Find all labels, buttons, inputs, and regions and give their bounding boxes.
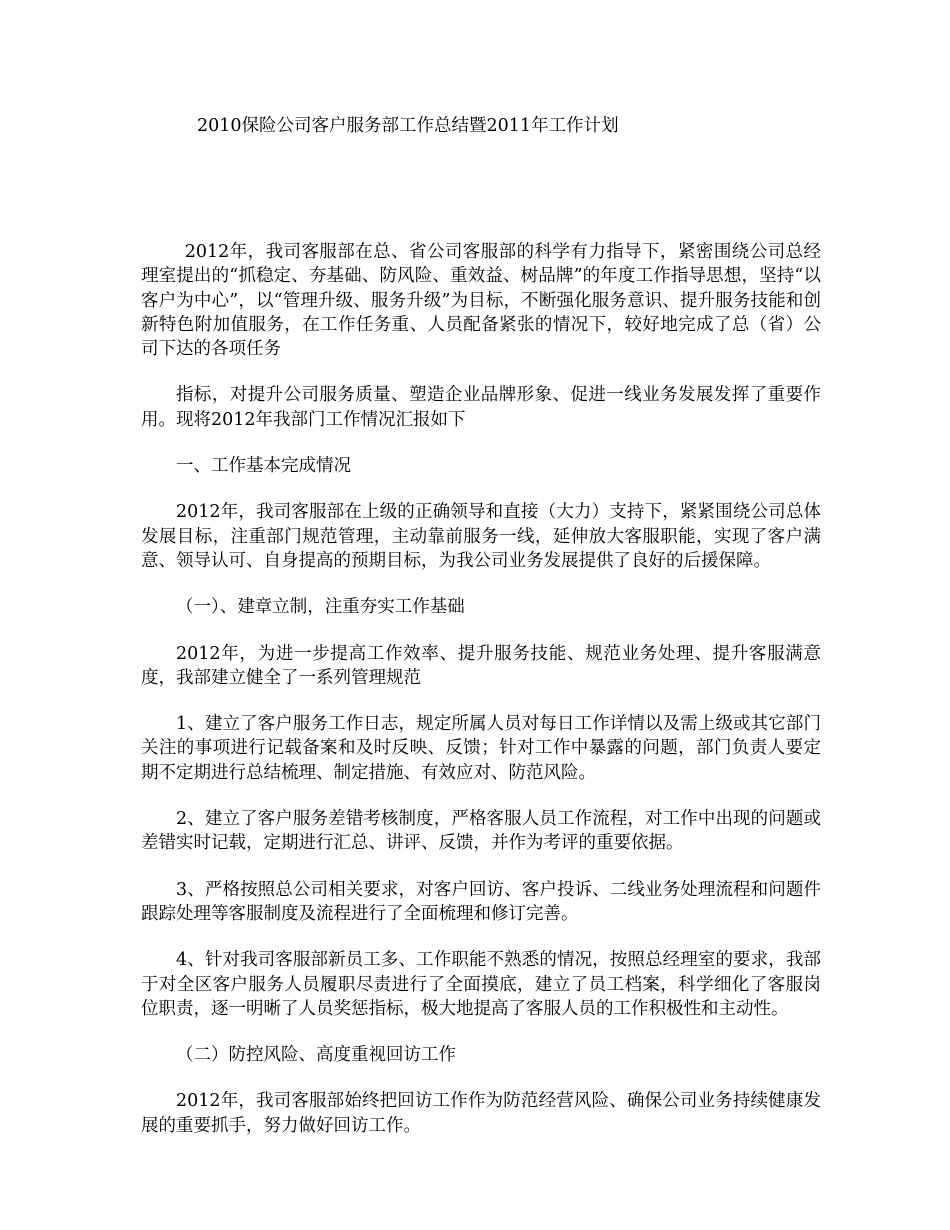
paragraph-subsection-2: 2012年，我司客服部始终把回访工作作为防范经营风险、确保公司业务持续健康发展的重要抓手，努力做好回访工作。 bbox=[141, 1091, 821, 1136]
subsection-heading-1: （一）、建章立制，注重夯实工作基础 bbox=[176, 597, 465, 618]
paragraph-subsection-1: 2012年，为进一步提高工作效率、提升服务技能、规范业务处理、提升客服满意度，我部建立健全了一系列管理规范 bbox=[141, 643, 821, 688]
paragraph-section-1: 2012年，我司客服部在上级的正确领导和直接（大力）支持下，紧紧围绕公司总体发展目标，注重部门规范管理，主动靠前服务一线，延伸放大客服职能，实现了客户满意、领导认可、自身提高的预期目标，为我公司业务发展提供了良好的后援保障。 bbox=[141, 502, 821, 571]
list-item-4: 4、针对我司客服部新员工多、工作职能不熟悉的情况，按照总经理室的要求，我部于对全区客户服务人员履职尽责进行了全面摸底，建立了员工档案，科学细化了客服岗位职责，逐一明晰了人员奖惩指标，极大地提高了客服人员的工作积极性和主动性。 bbox=[141, 950, 821, 1019]
list-item-2: 2、建立了客户服务差错考核制度，严格客服人员工作流程，对工作中出现的问题或差错实时记载，定期进行汇总、讲评、反馈，并作为考评的重要依据。 bbox=[141, 809, 821, 854]
paragraph-intro: 2012年，我司客服部在总、省公司客服部的科学有力指导下，紧密围绕公司总经理室提出的“抓稳定、夯基础、防风险、重效益、树品牌”的年度工作指导思想，坚持“以客户为中心”，以“管理升级、服务升级”为目标，不断强化服务意识、提升服务技能和创新特色附加值服务，在工作任务重、人员配备紧张的情况下，较好地完成了总（省）公司下达的各项任务 bbox=[141, 242, 821, 360]
document-title: 2010保险公司客户服务部工作总结暨2011年工作计划 bbox=[197, 116, 619, 136]
document-body bbox=[141, 240, 821, 1160]
paragraph-intro-continued: 指标，对提升公司服务质量、塑造企业品牌形象、促进一线业务发展发挥了重要作用。现将2012年我部门工作情况汇报如下 bbox=[141, 385, 821, 430]
list-item-3: 3、严格按照总公司相关要求，对客户回访、客户投诉、二线业务处理流程和问题件跟踪处理等客服制度及流程进行了全面梳理和修订完善。 bbox=[141, 879, 821, 924]
section-heading-1: 一、工作基本完成情况 bbox=[176, 456, 351, 477]
subsection-heading-2: （二）防控风险、高度重视回访工作 bbox=[176, 1045, 456, 1066]
list-item-1: 1、建立了客户服务工作日志，规定所属人员对每日工作详情以及需上级或其它部门关注的事项进行记载备案和及时反映、反馈；针对工作中暴露的问题，部门负责人要定期不定期进行总结梳理、制定措施、有效应对、防范风险。 bbox=[141, 714, 821, 783]
